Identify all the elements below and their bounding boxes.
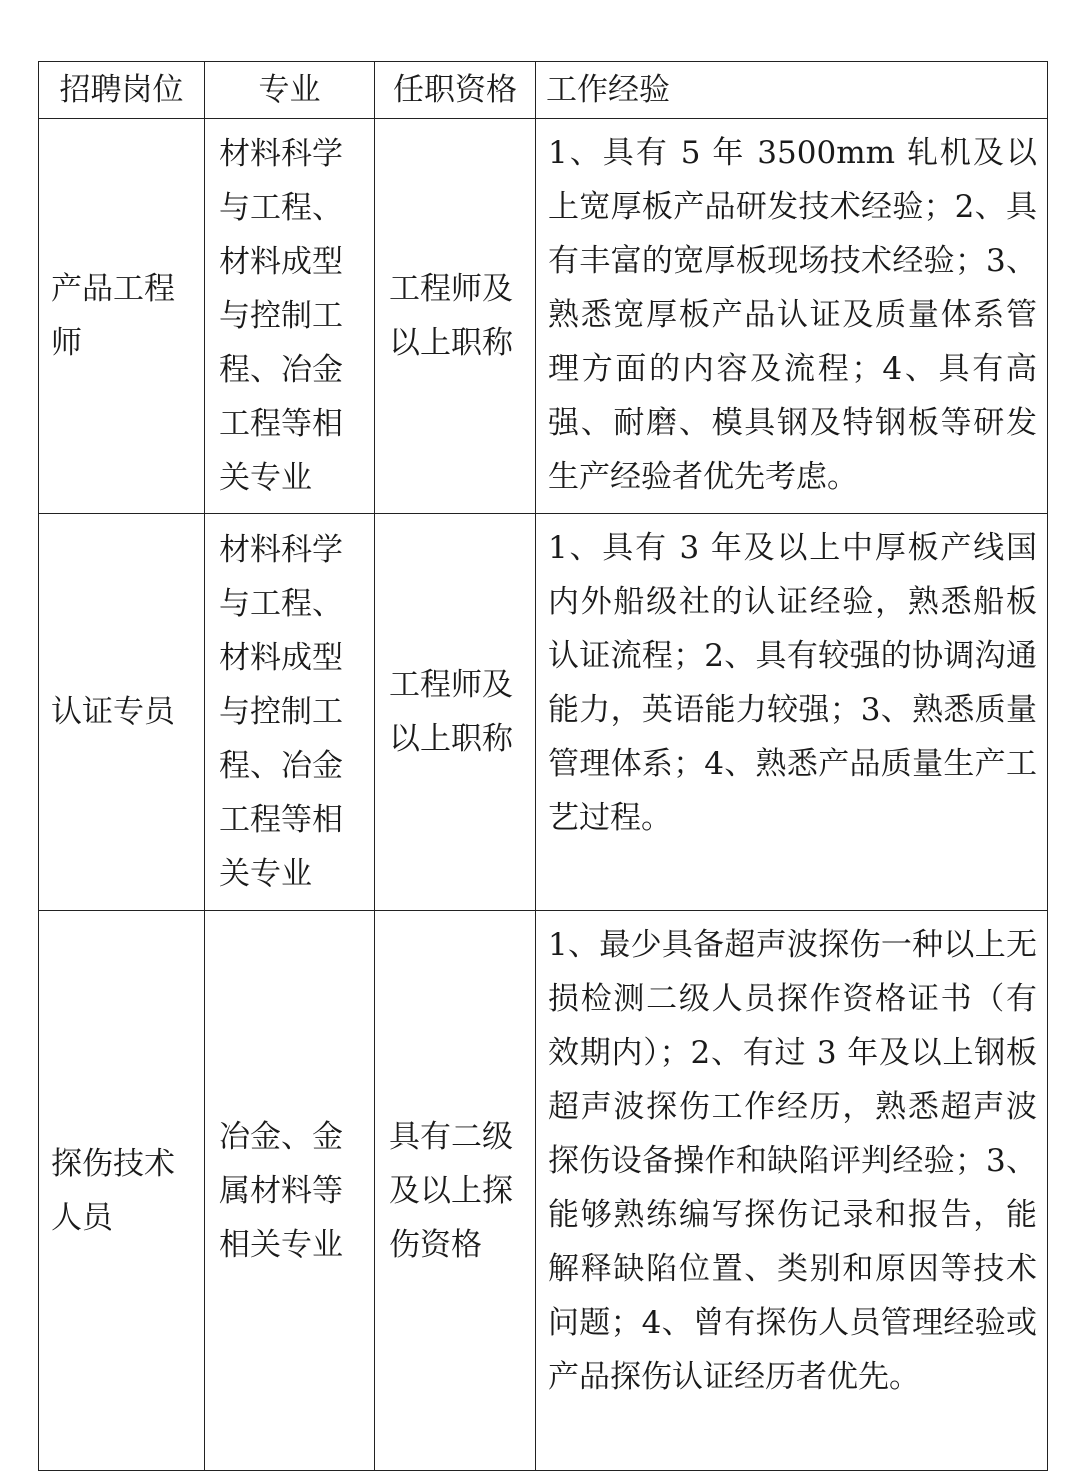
cell-experience: 1、具有 3 年及以上中厚板产线国内外船级社的认证经验，熟悉船板认证流程；2、具有较强的协调沟通能力，英语能力较强；3、熟悉质量管理体系；4、熟悉产品质量生产工艺过程。 [536, 514, 1048, 911]
cell-post: 探伤技术人员 [39, 911, 205, 1471]
cell-qualification: 工程师及以上职称 [375, 514, 536, 911]
cell-post: 认证专员 [39, 514, 205, 911]
table-row [39, 514, 1048, 911]
table-row [39, 119, 1048, 514]
header-qualification: 任职资格 [375, 62, 536, 119]
cell-qualification: 具有二级及以上探伤资格 [375, 911, 536, 1471]
cell-major: 材料科学与工程、材料成型与控制工程、冶金工程等相关专业 [205, 514, 375, 911]
header-major: 专业 [205, 62, 375, 119]
table-header-row [39, 62, 1048, 119]
cell-major: 材料科学与工程、材料成型与控制工程、冶金工程等相关专业 [205, 119, 375, 514]
cell-experience: 1、最少具备超声波探伤一种以上无损检测二级人员探作资格证书（有效期内）；2、有过 3 年及以上钢板超声波探伤工作经历，熟悉超声波探伤设备操作和缺陷评判经验；3、能够熟练编写探伤记录和报告，能解释缺陷位置、类别和原因等技术问题；4、曾有探伤人员管理经验或产品探伤认证经历者优先。 [536, 911, 1048, 1471]
cell-post: 产品工程师 [39, 119, 205, 514]
table-row [39, 911, 1048, 1471]
cell-qualification: 工程师及以上职称 [375, 119, 536, 514]
cell-experience: 1、具有 5 年 3500mm 轧机及以上宽厚板产品研发技术经验；2、具有丰富的宽厚板现场技术经验；3、熟悉宽厚板产品认证及质量体系管理方面的内容及流程；4、具有高强、耐磨、模具钢及特钢板等研发生产经验者优先考虑。 [536, 119, 1048, 514]
recruitment-table [38, 61, 1048, 1471]
header-post: 招聘岗位 [39, 62, 205, 119]
header-experience: 工作经验 [536, 62, 1048, 119]
cell-major: 冶金、金属材料等相关专业 [205, 911, 375, 1471]
